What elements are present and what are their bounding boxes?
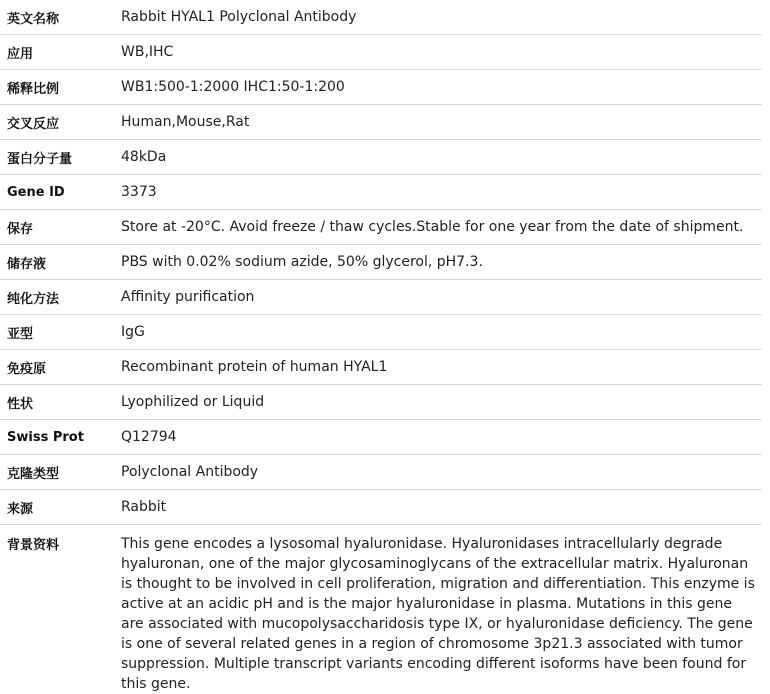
spec-label: 储存液 bbox=[0, 245, 120, 280]
spec-value: Lyophilized or Liquid bbox=[120, 385, 762, 420]
spec-value: PBS with 0.02% sodium azide, 50% glycerol, pH7.3. bbox=[120, 245, 762, 280]
spec-label: 应用 bbox=[0, 35, 120, 70]
spec-label: 稀释比例 bbox=[0, 70, 120, 105]
spec-label: 克隆类型 bbox=[0, 455, 120, 490]
spec-row-host bbox=[0, 490, 762, 525]
spec-value: WB,IHC bbox=[120, 35, 762, 70]
spec-label: 纯化方法 bbox=[0, 280, 120, 315]
spec-row-gene-id bbox=[0, 175, 762, 210]
spec-row-background bbox=[0, 525, 762, 694]
spec-row-clonality bbox=[0, 455, 762, 490]
spec-value: 48kDa bbox=[120, 140, 762, 175]
spec-label: Gene ID bbox=[0, 175, 120, 210]
spec-value: Q12794 bbox=[120, 420, 762, 455]
spec-value: IgG bbox=[120, 315, 762, 350]
spec-value: Recombinant protein of human HYAL1 bbox=[120, 350, 762, 385]
spec-label: 保存 bbox=[0, 210, 120, 245]
spec-row-isotype bbox=[0, 315, 762, 350]
spec-label: 来源 bbox=[0, 490, 120, 525]
spec-label: 英文名称 bbox=[0, 0, 120, 35]
spec-row-swiss-prot bbox=[0, 420, 762, 455]
spec-value: Affinity purification bbox=[120, 280, 762, 315]
spec-row-purification bbox=[0, 280, 762, 315]
spec-value: Rabbit bbox=[120, 490, 762, 525]
spec-value: Human,Mouse,Rat bbox=[120, 105, 762, 140]
spec-row-application bbox=[0, 35, 762, 70]
spec-row-dilution bbox=[0, 70, 762, 105]
spec-label: 亚型 bbox=[0, 315, 120, 350]
spec-row-buffer bbox=[0, 245, 762, 280]
spec-value-background: This gene encodes a lysosomal hyaluronidase. Hyaluronidases intracellularly degrade hyaluronan, one of the major glycosaminoglycans of the extracellular matrix. Hyaluronan is thought to be involved in cell proliferation, migration and differentiation. This enzyme is active at an acidic pH and is the major hyaluronidase in plasma. Mutations in this gene are associated with mucopolysaccharidosis type IX, or hyaluronidase deficiency. The gene is one of several related genes in a region of chromosome 3p21.3 associated with tumor suppression. Multiple transcript variants encoding different isoforms have been found for this gene. bbox=[120, 525, 762, 694]
spec-label: 蛋白分子量 bbox=[0, 140, 120, 175]
spec-label: 性状 bbox=[0, 385, 120, 420]
spec-label: Swiss Prot bbox=[0, 420, 120, 455]
spec-label: 交叉反应 bbox=[0, 105, 120, 140]
spec-row-reactivity bbox=[0, 105, 762, 140]
spec-row-form bbox=[0, 385, 762, 420]
spec-row-storage bbox=[0, 210, 762, 245]
spec-value: WB1:500-1:2000 IHC1:50-1:200 bbox=[120, 70, 762, 105]
spec-label: 背景资料 bbox=[0, 525, 120, 694]
spec-value: 3373 bbox=[120, 175, 762, 210]
spec-row-english-name bbox=[0, 0, 762, 35]
spec-value: Store at -20°C. Avoid freeze / thaw cycles.Stable for one year from the date of shipment. bbox=[120, 210, 762, 245]
spec-label: 免疫原 bbox=[0, 350, 120, 385]
spec-value: Rabbit HYAL1 Polyclonal Antibody bbox=[120, 0, 762, 35]
spec-row-molecular-weight bbox=[0, 140, 762, 175]
spec-row-immunogen bbox=[0, 350, 762, 385]
spec-value: Polyclonal Antibody bbox=[120, 455, 762, 490]
